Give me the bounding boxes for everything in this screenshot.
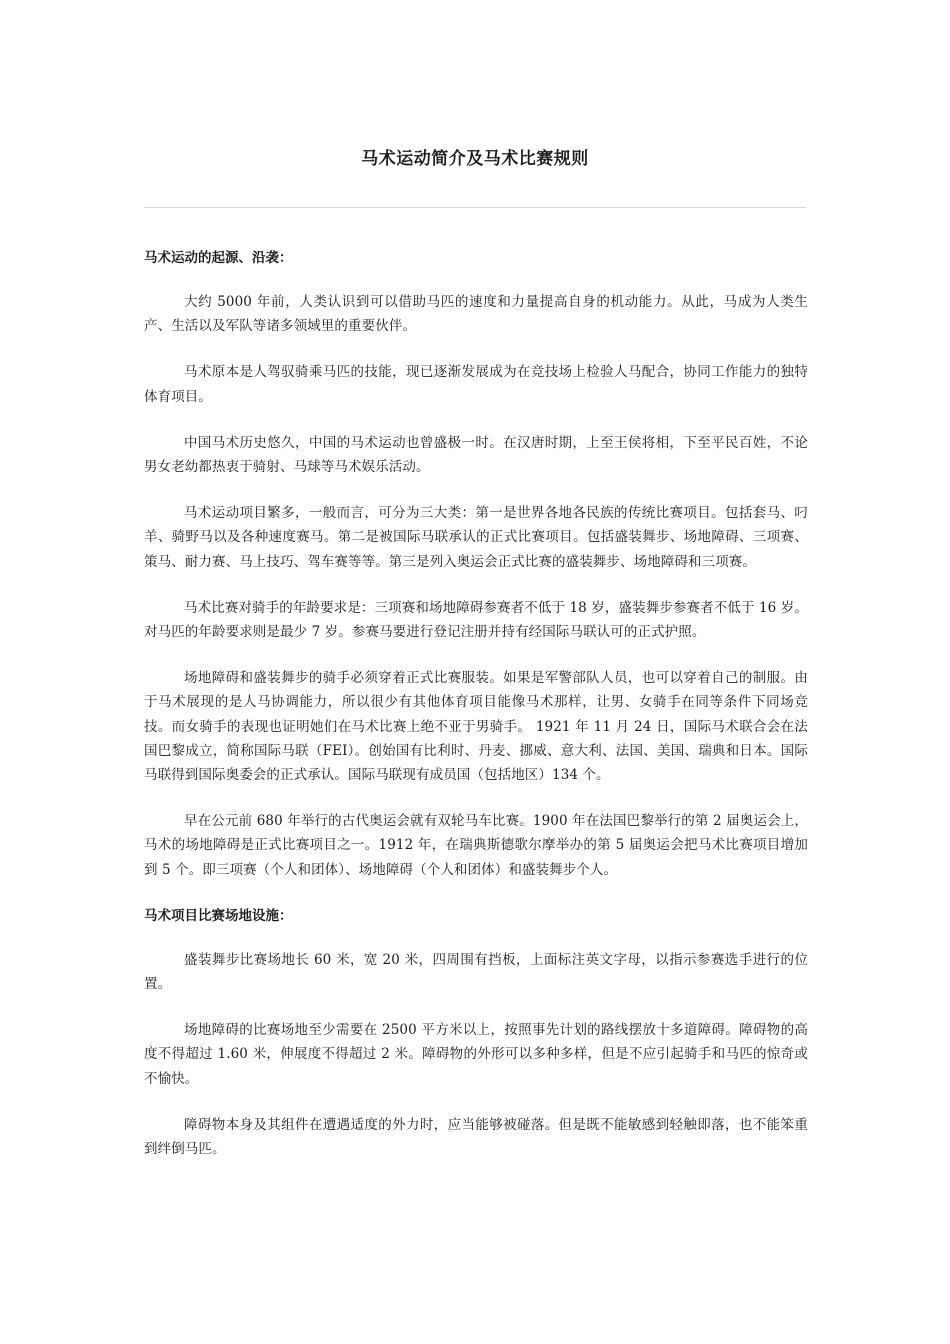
section-origin bbox=[144, 246, 808, 882]
section-venue-facilities bbox=[144, 904, 808, 1161]
section-heading: 马术运动的起源、沿袭： bbox=[144, 250, 293, 266]
paragraph: 大约 5000 年前，人类认识到可以借助马匹的速度和力量提高自身的机动能力。从此，马成为人类生产、生活以及军队等诸多领域里的重要伙伴。 bbox=[144, 294, 808, 335]
paragraph: 场地障碍的比赛场地至少需要在 2500 平方米以上，按照事先计划的路线摆放十多道障碍。障碍物的高度不得超过 1.60 米，伸展度不得超过 2 米。障碍物的外形可以多种多样，但是不应引起骑手和马匹的惊奇或不愉快。 bbox=[144, 1022, 808, 1087]
paragraph: 早在公元前 680 年举行的古代奥运会就有双轮马车比赛。1900 年在法国巴黎举行的第 2 届奥运会上，马术的场地障碍是正式比赛项目之一。1912 年，在瑞典斯德歌尔摩举办的第 5 届奥运会把马术比赛项目增加到 5 个。即三项赛（个人和团体）、场地障碍（个人和团体）和盛装舞步个人。 bbox=[144, 813, 808, 878]
paragraph: 盛装舞步比赛场地长 60 米，宽 20 米，四周围有挡板，上面标注英文字母，以指示参赛选手进行的位置。 bbox=[144, 951, 808, 993]
section-heading: 马术项目比赛场地设施： bbox=[144, 907, 293, 924]
paragraph: 马术比赛对骑手的年龄要求是：三项赛和场地障碍参赛者不低于 18 岁，盛装舞步参赛者不低于 16 岁。对马匹的年龄要求则是最少 7 岁。参赛马要进行登记注册并持有经国际马联认可的正式护照。 bbox=[144, 599, 808, 641]
paragraph: 马术运动项目繁多，一般而言，可分为三大类：第一是世界各地各民族的传统比赛项目。包括套马、叼羊、骑野马以及各种速度赛马。第二是被国际马联承认的正式比赛项目。包括盛装舞步、场地障碍、三项赛、策马、耐力赛、马上技巧、驾车赛等等。第三是列入奥运会正式比赛的盛装舞步、场地障碍和三项赛。 bbox=[144, 505, 808, 570]
document-title: 马术运动简介及马术比赛规则 bbox=[361, 149, 589, 169]
title-divider bbox=[144, 207, 806, 208]
paragraph: 障碍物本身及其组件在遭遇适度的外力时，应当能够被碰落。但是既不能敏感到轻触即落，也不能笨重到绊倒马匹。 bbox=[144, 1116, 808, 1158]
paragraph: 马术原本是人驾驭骑乘马匹的技能，现已逐渐发展成为在竞技场上检验人马配合，协同工作能力的独特体育项目。 bbox=[144, 364, 808, 405]
paragraph: 场地障碍和盛装舞步的骑手必须穿着正式比赛服装。如果是军警部队人员，也可以穿着自己的制服。由于马术展现的是人马协调能力，所以很少有其他体育项目能像马术那样，让男、女骑手在同等条件下同场竞技。而女骑手的表现也证明她们在马术比赛上绝不亚于男骑手。 1921 年 11 月 24 日，国际马术联合会在法国巴黎成立，简称国际马联（FEI）。创始国有比利时、丹麦、挪威、意大利、法国、美国、瑞典和日本。国际马联得到国际奥委会的正式承认。国际马联现有成员国（包括地区）134 个。 bbox=[144, 670, 808, 784]
paragraph: 中国马术历史悠久，中国的马术运动也曾盛极一时。在汉唐时期，上至王侯将相，下至平民百姓，不论男女老幼都热衷于骑射、马球等马术娱乐活动。 bbox=[144, 434, 808, 476]
document-body bbox=[144, 246, 808, 1183]
